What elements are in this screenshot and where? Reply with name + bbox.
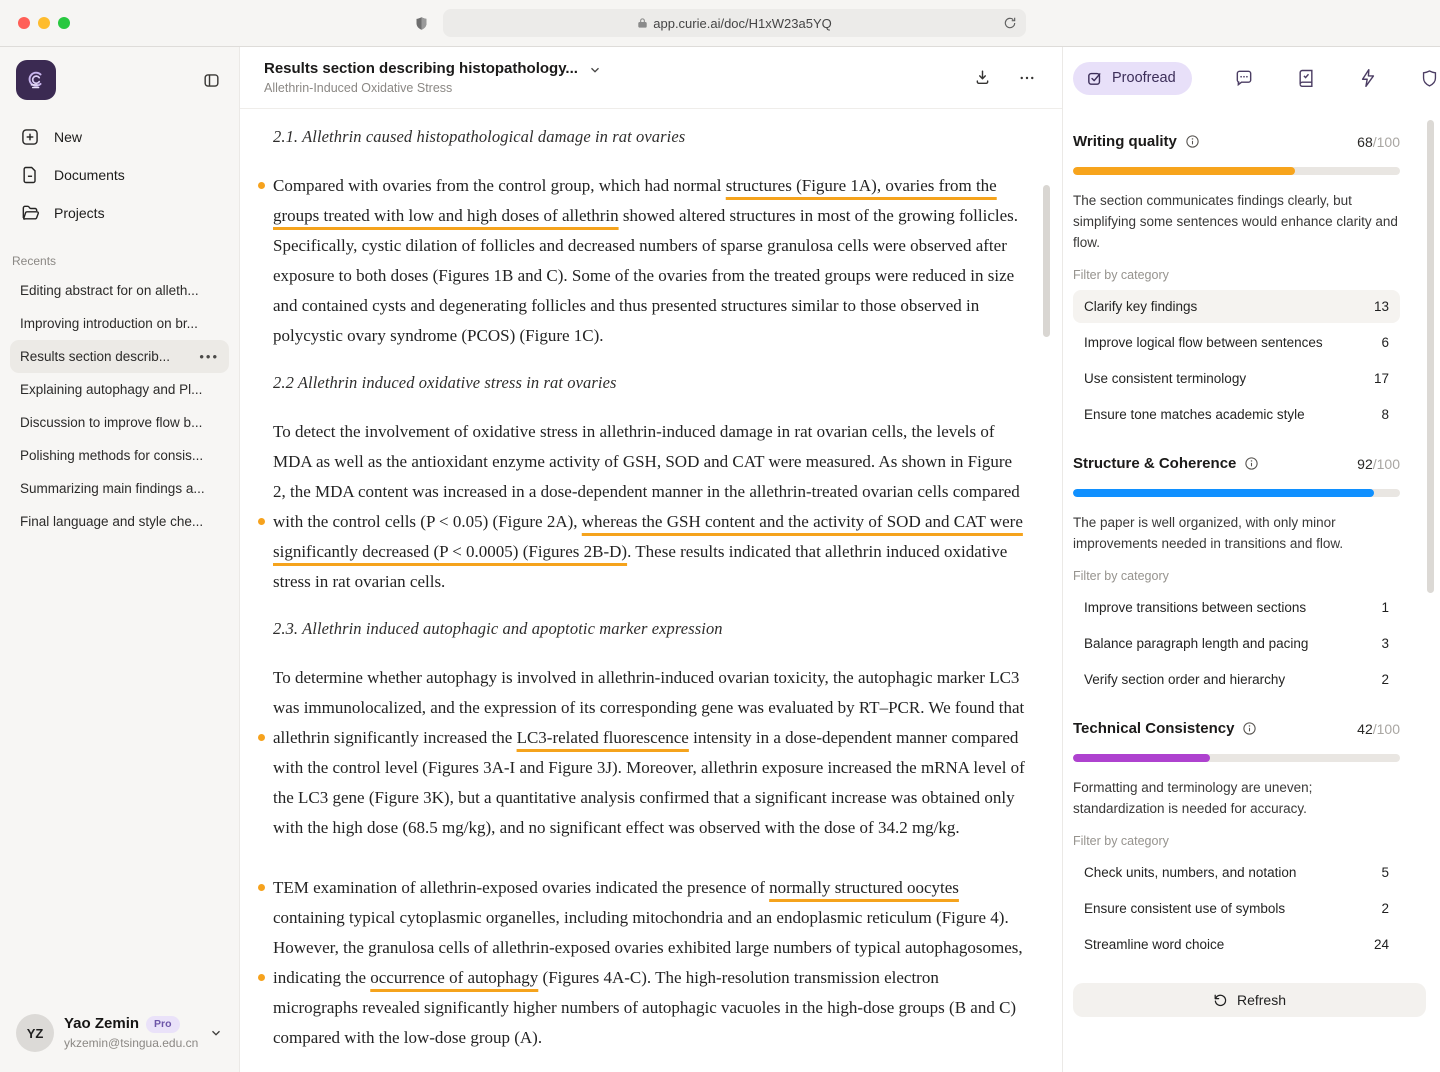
doc-paragraph: [273, 171, 1026, 351]
metric-description: The paper is well organized, with only minor improvements needed in transitions and flow.: [1073, 515, 1344, 551]
section-heading: 2.2 Allethrin induced oxidative stress in rat ovaries: [273, 373, 617, 392]
refresh-label: Refresh: [1236, 992, 1287, 1008]
filter-by-category-label: Filter by category: [1073, 268, 1169, 282]
score-progress-fill: [1073, 167, 1295, 175]
category-filter-row[interactable]: [1073, 290, 1400, 323]
metric-score: [1357, 721, 1400, 737]
metric-title: Technical Consistency: [1073, 720, 1235, 737]
category-filter-row[interactable]: [1073, 591, 1400, 624]
body-text: To detect the involvement of oxidative stress in allethrin-induced damage in rat ovarian cells, the levels of MDA as well as the antioxidant enzyme activity of GSH, SOD and CAT were measured. As shown in Figure 2, the MDA content was increased in a dose-dependent manner in the allethrin-treated ovarian cells compared with the control cells (P < 0.05) (Figure 2A),: [273, 422, 1020, 531]
flagged-text[interactable]: whereas the GSH content and the activity of SOD and CAT were significantly decreased (P < 0.0005) (Figures 2B-D): [273, 512, 1023, 561]
category-filter-row[interactable]: [1073, 856, 1400, 889]
panel-scrollbar[interactable]: [1427, 120, 1434, 593]
refresh-icon: [1213, 993, 1228, 1008]
score-progress-track: [1073, 754, 1400, 762]
score-max: /100: [1372, 133, 1400, 150]
metric-description: Formatting and terminology are uneven; standardization is needed for accuracy.: [1073, 780, 1313, 816]
section-heading: 2.3. Allethrin induced autophagic and apoptotic marker expression: [273, 619, 723, 638]
document-pane: [240, 47, 1062, 1072]
category-filter-row[interactable]: [1073, 892, 1400, 925]
sidebar-item-label: Documents: [54, 167, 125, 183]
reload-icon[interactable]: [1003, 16, 1017, 30]
category-count: 1: [1381, 600, 1389, 615]
score-value: 92: [1357, 455, 1373, 472]
flagged-text[interactable]: structures (Figure 1A), ovaries from the groups treated with low and high doses of allethrin: [273, 176, 997, 225]
sidebar-recent-item[interactable]: [10, 340, 229, 373]
category-label: Clarify key findings: [1084, 299, 1198, 314]
lightning-button[interactable]: [1358, 68, 1378, 88]
sidebar-item-label: New: [54, 129, 83, 145]
category-filter-row[interactable]: [1073, 627, 1400, 660]
category-count: 17: [1373, 371, 1389, 386]
close-window-button[interactable]: [18, 17, 30, 29]
recent-item-label: Improving introduction on br...: [20, 316, 198, 331]
recent-item-label: Polishing methods for consis...: [20, 448, 204, 463]
proofread-label: Proofread: [1112, 70, 1176, 86]
category-label: Streamline word choice: [1084, 937, 1225, 952]
avatar: YZ: [16, 1014, 54, 1052]
category-label: Balance paragraph length and pacing: [1084, 636, 1309, 651]
download-button[interactable]: [973, 68, 992, 87]
score-progress-fill: [1073, 754, 1210, 762]
body-text: Compared with ovaries from the control group, which had normal: [273, 176, 726, 195]
proofread-button[interactable]: [1073, 62, 1192, 95]
body-text: showed altered structures in most of the growing follicles. Specifically, cystic dilation of follicles and decreased numbers of sparse granulosa cells were observed after exposure to both doses (Figures 1B and C). Some of the ovaries from the treated groups were reduced in size and contained cysts and degenerating follicles and thus presented structures similar to those observed in polycystic ovary syndrome (PCOS) (Figure 1C).: [273, 206, 1019, 345]
category-count: 3: [1381, 636, 1389, 651]
recents-heading: Recents: [12, 254, 57, 268]
category-count: 5: [1381, 865, 1389, 880]
score-max: /100: [1372, 720, 1400, 737]
score-value: 68: [1357, 133, 1373, 150]
recent-item-label: Summarizing main findings a...: [20, 481, 205, 496]
category-count: 2: [1381, 901, 1389, 916]
sidebar-toggle-icon[interactable]: [202, 71, 221, 90]
recent-item-label: Explaining autophagy and Pl...: [20, 382, 203, 397]
sidebar-item-documents[interactable]: [10, 156, 229, 194]
category-filter-row[interactable]: [1073, 326, 1400, 359]
user-account[interactable]: [0, 998, 239, 1072]
folder-icon: [20, 203, 40, 223]
section-heading: 2.1. Allethrin caused histopathological damage in rat ovaries: [273, 127, 686, 146]
doc-paragraph: [273, 873, 1026, 1053]
category-label: Improve logical flow between sentences: [1084, 335, 1323, 350]
metric-score: [1357, 134, 1400, 150]
category-count: 2: [1381, 672, 1389, 687]
category-list: [1073, 856, 1400, 961]
sidebar: [0, 47, 240, 1072]
category-label: Ensure tone matches academic style: [1084, 407, 1305, 422]
sidebar-item-new[interactable]: [10, 118, 229, 156]
flagged-text[interactable]: LC3-related fluorescence: [516, 728, 689, 747]
panel-toolbar: [1073, 47, 1440, 109]
category-label: Check units, numbers, and notation: [1084, 865, 1297, 880]
shield-button[interactable]: [1420, 69, 1439, 88]
score-value: 42: [1357, 720, 1373, 737]
document-title: Results section describing histopathology...: [264, 60, 578, 78]
body-text: (Figures 4A-C). The high-resolution transmission electron micrographs revealed significantly higher numbers of autophagic vacuoles in the high-dose groups (B and C) compared with the low-dose group (A).: [273, 968, 1017, 1047]
sidebar-recent-item[interactable]: [10, 406, 229, 439]
app-body: [0, 47, 1440, 1072]
comment-bullet-icon[interactable]: [258, 974, 265, 981]
category-filter-row[interactable]: [1073, 663, 1400, 696]
body-text: containing typical cytoplasmic organelles, including mitochondria and an endoplasmic reticulum (Figure 4). However, the granulosa cells of allethrin-exposed ovaries exhibited large numbers of typical autophagosomes, indicating the: [273, 908, 1023, 987]
minimize-window-button[interactable]: [38, 17, 50, 29]
filter-by-category-label: Filter by category: [1073, 834, 1169, 848]
sidebar-recent-item[interactable]: [10, 274, 229, 307]
chevron-down-icon[interactable]: [209, 1026, 223, 1040]
score-max: /100: [1372, 455, 1400, 472]
category-filter-row[interactable]: [1073, 398, 1400, 431]
metric-header: [1073, 133, 1400, 150]
title-chevron-down-icon[interactable]: [588, 63, 602, 77]
info-icon[interactable]: [1244, 456, 1259, 471]
category-label: Ensure consistent use of symbols: [1084, 901, 1286, 916]
doc-paragraph: [273, 663, 1026, 843]
metric-description: The section communicates findings clearly, but simplifying some sentences would enhance clarity and flow.: [1073, 193, 1398, 250]
metric-header: [1073, 455, 1400, 472]
category-count: 6: [1381, 335, 1389, 350]
sidebar-item-projects[interactable]: [10, 194, 229, 232]
sidebar-item-label: Projects: [54, 205, 105, 221]
category-count: 24: [1373, 937, 1389, 952]
recent-item-label: Results section describ...: [20, 349, 171, 364]
category-label: Improve transitions between sections: [1084, 600, 1307, 615]
category-count: 13: [1373, 299, 1389, 314]
url-text: app.curie.ai/doc/H1xW23a5YQ: [653, 15, 832, 31]
sidebar-recent-item[interactable]: [10, 307, 229, 340]
proofread-panel: [1062, 47, 1440, 1072]
metric-header: [1073, 720, 1400, 737]
comment-bullet-icon[interactable]: [258, 518, 265, 525]
category-count: 8: [1381, 407, 1389, 422]
body-text: To determine whether autophagy is involved in allethrin-induced ovarian toxicity, the autophagic marker LC3 was immunolocalized, and the expression of its corresponding gene was evaluated by RT–PCR. We found that allethrin significantly increased the: [273, 668, 1025, 747]
comments-button[interactable]: [1234, 68, 1254, 88]
zoom-window-button[interactable]: [58, 17, 70, 29]
body-text: TEM examination of allethrin-exposed ovaries indicated the presence of: [273, 878, 770, 897]
recent-item-label: Editing abstract for on alleth...: [20, 283, 199, 298]
document-scrollbar[interactable]: [1043, 185, 1050, 337]
curie-logo: [16, 60, 56, 100]
user-name: Yao Zemin: [64, 1015, 140, 1033]
category-list: [1073, 290, 1400, 431]
sidebar-recent-item[interactable]: [10, 373, 229, 406]
score-progress-track: [1073, 167, 1400, 175]
recents-list: [0, 274, 239, 538]
traffic-lights: [18, 17, 70, 29]
sidebar-recent-item[interactable]: [10, 439, 229, 472]
browser-chrome: [0, 0, 1440, 47]
sidebar-nav: [0, 110, 239, 232]
document-subtitle: Allethrin-Induced Oxidative Stress: [264, 80, 453, 95]
flagged-text[interactable]: normally structured oocytes: [769, 878, 959, 897]
recent-item-label: Discussion to improve flow b...: [20, 415, 203, 430]
category-label: Use consistent terminology: [1084, 371, 1247, 386]
lock-icon: [637, 17, 648, 29]
more-options-button[interactable]: [1018, 69, 1036, 87]
more-icon[interactable]: •••: [199, 349, 219, 364]
document-header: [240, 47, 1062, 109]
metric-card: [1073, 455, 1400, 696]
sidebar-recent-item[interactable]: [10, 472, 229, 505]
user-email: ykzemin@tsingua.edu.cn: [64, 1035, 199, 1050]
metric-title: Structure & Coherence: [1073, 455, 1237, 472]
doc-paragraph: [273, 417, 1026, 597]
metric-card: [1073, 720, 1400, 961]
score-progress-track: [1073, 489, 1400, 497]
document-body[interactable]: [240, 109, 1062, 1072]
address-bar[interactable]: [443, 9, 1026, 37]
score-progress-fill: [1073, 489, 1374, 497]
pro-badge: Pro: [146, 1016, 180, 1033]
refresh-button[interactable]: [1073, 983, 1426, 1017]
recent-item-label: Final language and style che...: [20, 514, 204, 529]
filter-by-category-label: Filter by category: [1073, 569, 1169, 583]
sidebar-recent-item[interactable]: [10, 505, 229, 538]
category-filter-row[interactable]: [1073, 928, 1400, 961]
info-icon[interactable]: [1185, 134, 1200, 149]
metric-title: Writing quality: [1073, 133, 1177, 150]
comment-bullet-icon[interactable]: [258, 182, 265, 189]
category-list: [1073, 591, 1400, 696]
info-icon[interactable]: [1242, 721, 1257, 736]
body-text: intensity in a dose-dependent manner compared with the control level (Figures 3A-I and Figure 3J). Moreover, allethrin exposure increased the mRNA level of the LC3 gene (Figure 3K), but a quantitative analysis confirmed that a significant increase was obtained only with the high dose (68.5 mg/kg), and no significant effect was observed with the dose of 34.2 mg/kg.: [273, 728, 1025, 837]
body-text: . These results indicated that allethrin induced oxidative stress in rat ovarian cells.: [273, 542, 1008, 591]
flagged-text[interactable]: occurrence of autophagy: [370, 968, 539, 987]
metric-card: [1073, 133, 1400, 431]
checkbox-check-icon: [1086, 70, 1103, 87]
comment-bullet-icon[interactable]: [258, 734, 265, 741]
plus-square-icon: [20, 127, 40, 147]
category-label: Verify section order and hierarchy: [1084, 672, 1286, 687]
category-filter-row[interactable]: [1073, 362, 1400, 395]
comment-bullet-icon[interactable]: [258, 884, 265, 891]
privacy-shield-icon[interactable]: [414, 15, 429, 32]
document-icon: [20, 165, 40, 185]
metrics-list: [1073, 133, 1440, 961]
book-check-button[interactable]: [1296, 68, 1316, 88]
metric-score: [1357, 456, 1400, 472]
